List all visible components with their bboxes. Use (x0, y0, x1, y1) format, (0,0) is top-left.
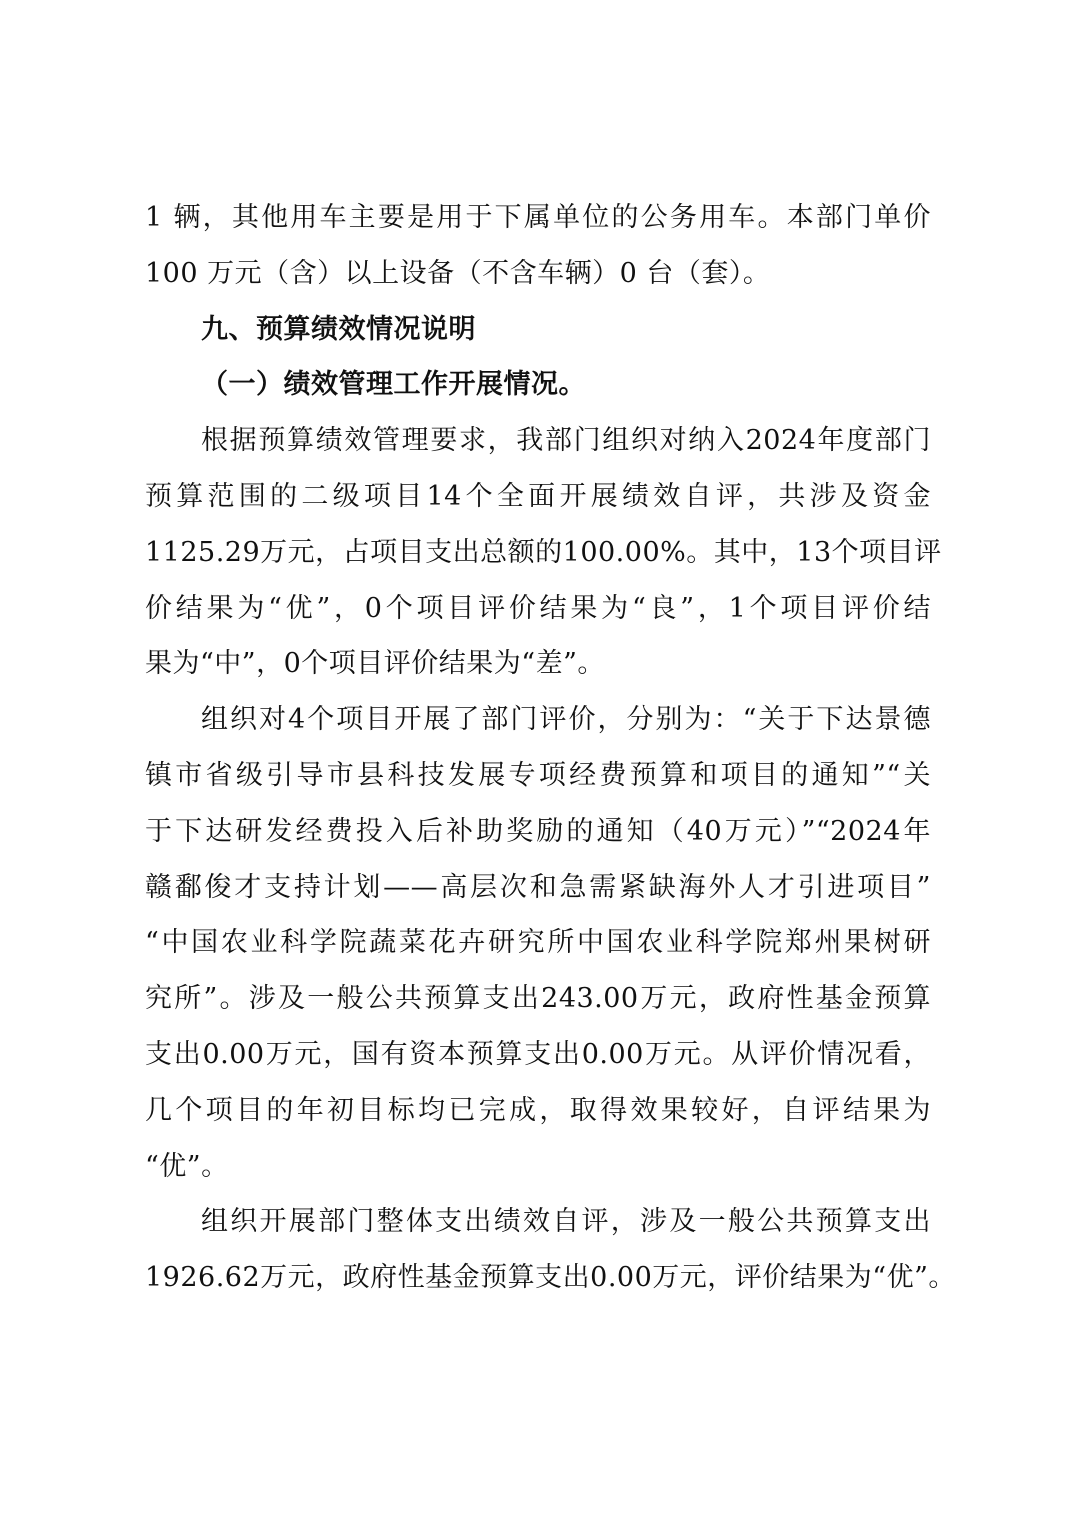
text-line: 赣鄱俊才支持计划——高层次和急需紧缺海外人才引进项目” (145, 871, 931, 903)
text-line: 1125.29万元，占项目支出总额的100.00%。其中，13个项目评 (145, 536, 942, 568)
paragraph (145, 1194, 956, 1306)
text-line: 1926.62万元，政府性基金预算支出0.00万元，评价结果为“优”。 (145, 1262, 956, 1294)
text-line: 组织开展部门整体支出绩效自评，涉及一般公共预算支出 (201, 1206, 931, 1238)
text-line: （一）绩效管理工作开展情况。 (201, 369, 586, 401)
paragraph (145, 413, 942, 692)
text-line: 价结果为“优”，0个项目评价结果为“良”，1个项目评价结 (145, 592, 931, 624)
text-line: 根据预算绩效管理要求，我部门组织对纳入2024年度部门 (201, 425, 931, 457)
paragraph (145, 692, 931, 1194)
text-line: “中国农业科学院蔬菜花卉研究所中国农业科学院郑州果树研 (145, 927, 931, 959)
text-line: 组织对4个项目开展了部门评价，分别为：“关于下达景德 (201, 704, 931, 736)
text-line: “优”。 (145, 1150, 229, 1182)
text-line: 预算范围的二级项目14个全面开展绩效自评，共涉及资金 (145, 480, 931, 512)
text-line: 支出0.00万元，国有资本预算支出0.00万元。从评价情况看， (145, 1038, 931, 1070)
text-line: 几个项目的年初目标均已完成，取得效果较好，自评结果为 (145, 1094, 931, 1126)
text-line: 果为“中”，0个项目评价结果为“差”。 (145, 648, 605, 680)
text-line: 于下达研发经费投入后补助奖励的通知（40万元）”“2024年 (145, 815, 931, 847)
text-line: 镇市省级引导市县科技发展专项经费预算和项目的通知”“关 (145, 759, 931, 791)
text-line: 100 万元（含）以上设备（不含车辆）0 台（套）。 (145, 257, 771, 289)
text-line: 究所”。涉及一般公共预算支出243.00万元，政府性基金预算 (145, 983, 931, 1015)
paragraph (145, 190, 931, 302)
text-line: 1 辆，其他用车主要是用于下属单位的公务用车。本部门单价 (145, 202, 931, 233)
section-heading (145, 302, 931, 358)
document-page (145, 190, 956, 1306)
section-heading (145, 357, 931, 413)
text-line: 九、预算绩效情况说明 (201, 313, 476, 345)
